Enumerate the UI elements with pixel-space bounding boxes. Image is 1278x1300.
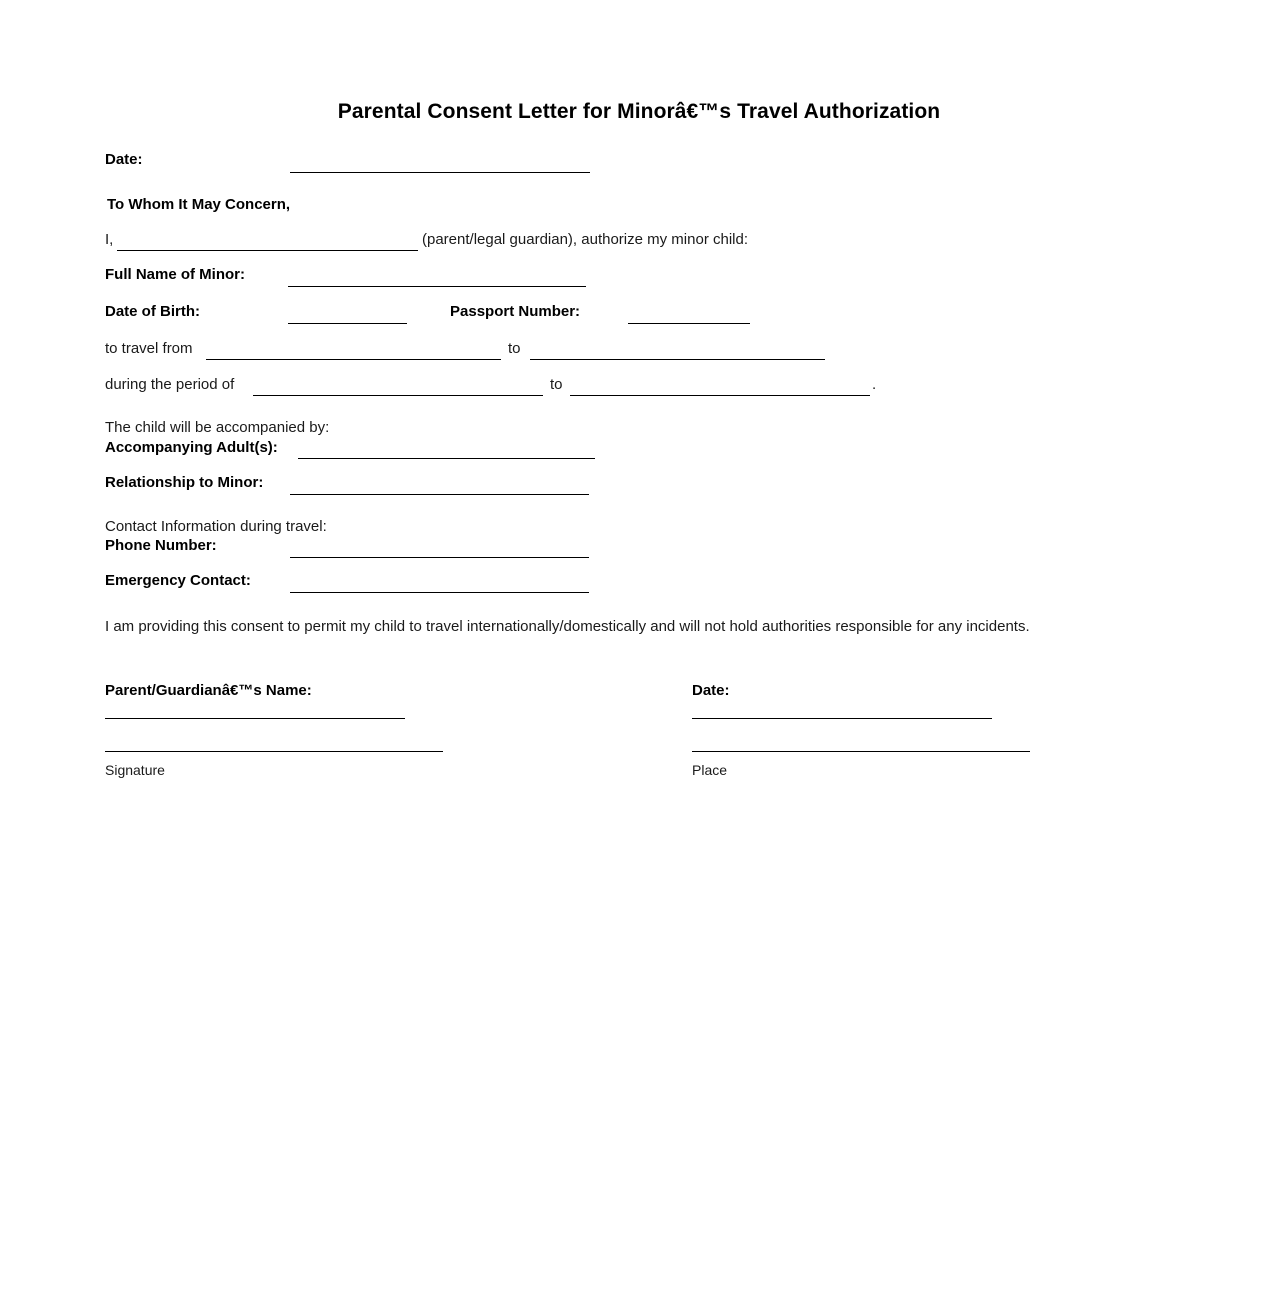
accompanying-adults-input-rule[interactable] xyxy=(298,458,595,459)
full-name-of-minor-label: Full Name of Minor: xyxy=(105,266,245,283)
period-start-input-rule[interactable] xyxy=(253,395,543,396)
i-suffix-label: (parent/legal guardian), authorize my minor child: xyxy=(422,231,748,248)
relationship-to-minor-label: Relationship to Minor: xyxy=(105,474,264,491)
place-input-rule[interactable] xyxy=(692,751,1030,752)
date-input-rule[interactable] xyxy=(290,172,590,173)
passport-number-label: Passport Number: xyxy=(450,303,581,320)
period-to-label: to xyxy=(550,376,563,393)
accompanied-note: The child will be accompanied by: xyxy=(105,419,330,436)
emergency-contact-label: Emergency Contact: xyxy=(105,572,251,589)
signature-caption: Signature xyxy=(105,762,165,778)
salutation: To Whom It May Concern, xyxy=(107,196,291,213)
date-of-birth-input-rule[interactable] xyxy=(288,323,407,324)
parent-guardian-name-label: Parent/Guardianâ€™s Name: xyxy=(105,682,312,699)
travel-from-input-rule[interactable] xyxy=(206,359,501,360)
parent-guardian-name-input-rule[interactable] xyxy=(105,718,405,719)
full-name-of-minor-input-rule[interactable] xyxy=(288,286,586,287)
travel-from-label: to travel from xyxy=(105,340,193,357)
phone-number-label: Phone Number: xyxy=(105,537,217,554)
contact-info-note: Contact Information during travel: xyxy=(105,518,327,535)
accompanying-adults-label: Accompanying Adult(s): xyxy=(105,439,278,456)
place-caption: Place xyxy=(692,762,728,778)
passport-number-input-rule[interactable] xyxy=(628,323,750,324)
relationship-to-minor-input-rule[interactable] xyxy=(290,494,589,495)
period-end-punctuation: . xyxy=(872,376,877,393)
signature-date-label: Date: xyxy=(692,682,730,699)
signature-input-rule[interactable] xyxy=(105,751,443,752)
page-title: Parental Consent Letter for Minorâ€™s Travel Authorization xyxy=(337,100,941,123)
emergency-contact-input-rule[interactable] xyxy=(290,592,589,593)
phone-number-input-rule[interactable] xyxy=(290,557,589,558)
travel-to-input-rule[interactable] xyxy=(530,359,825,360)
i-prefix-label: I, xyxy=(105,231,114,248)
guardian-name-input-rule[interactable] xyxy=(117,250,418,251)
date-of-birth-label: Date of Birth: xyxy=(105,303,200,320)
period-end-input-rule[interactable] xyxy=(570,395,870,396)
signature-date-input-rule[interactable] xyxy=(692,718,992,719)
date-label: Date: xyxy=(105,151,143,168)
consent-statement: I am providing this consent to permit my child to travel internationally/domestically and will not hold authorities responsible for any incidents. xyxy=(105,618,1030,635)
period-label: during the period of xyxy=(105,376,235,393)
travel-to-label: to xyxy=(508,340,521,357)
